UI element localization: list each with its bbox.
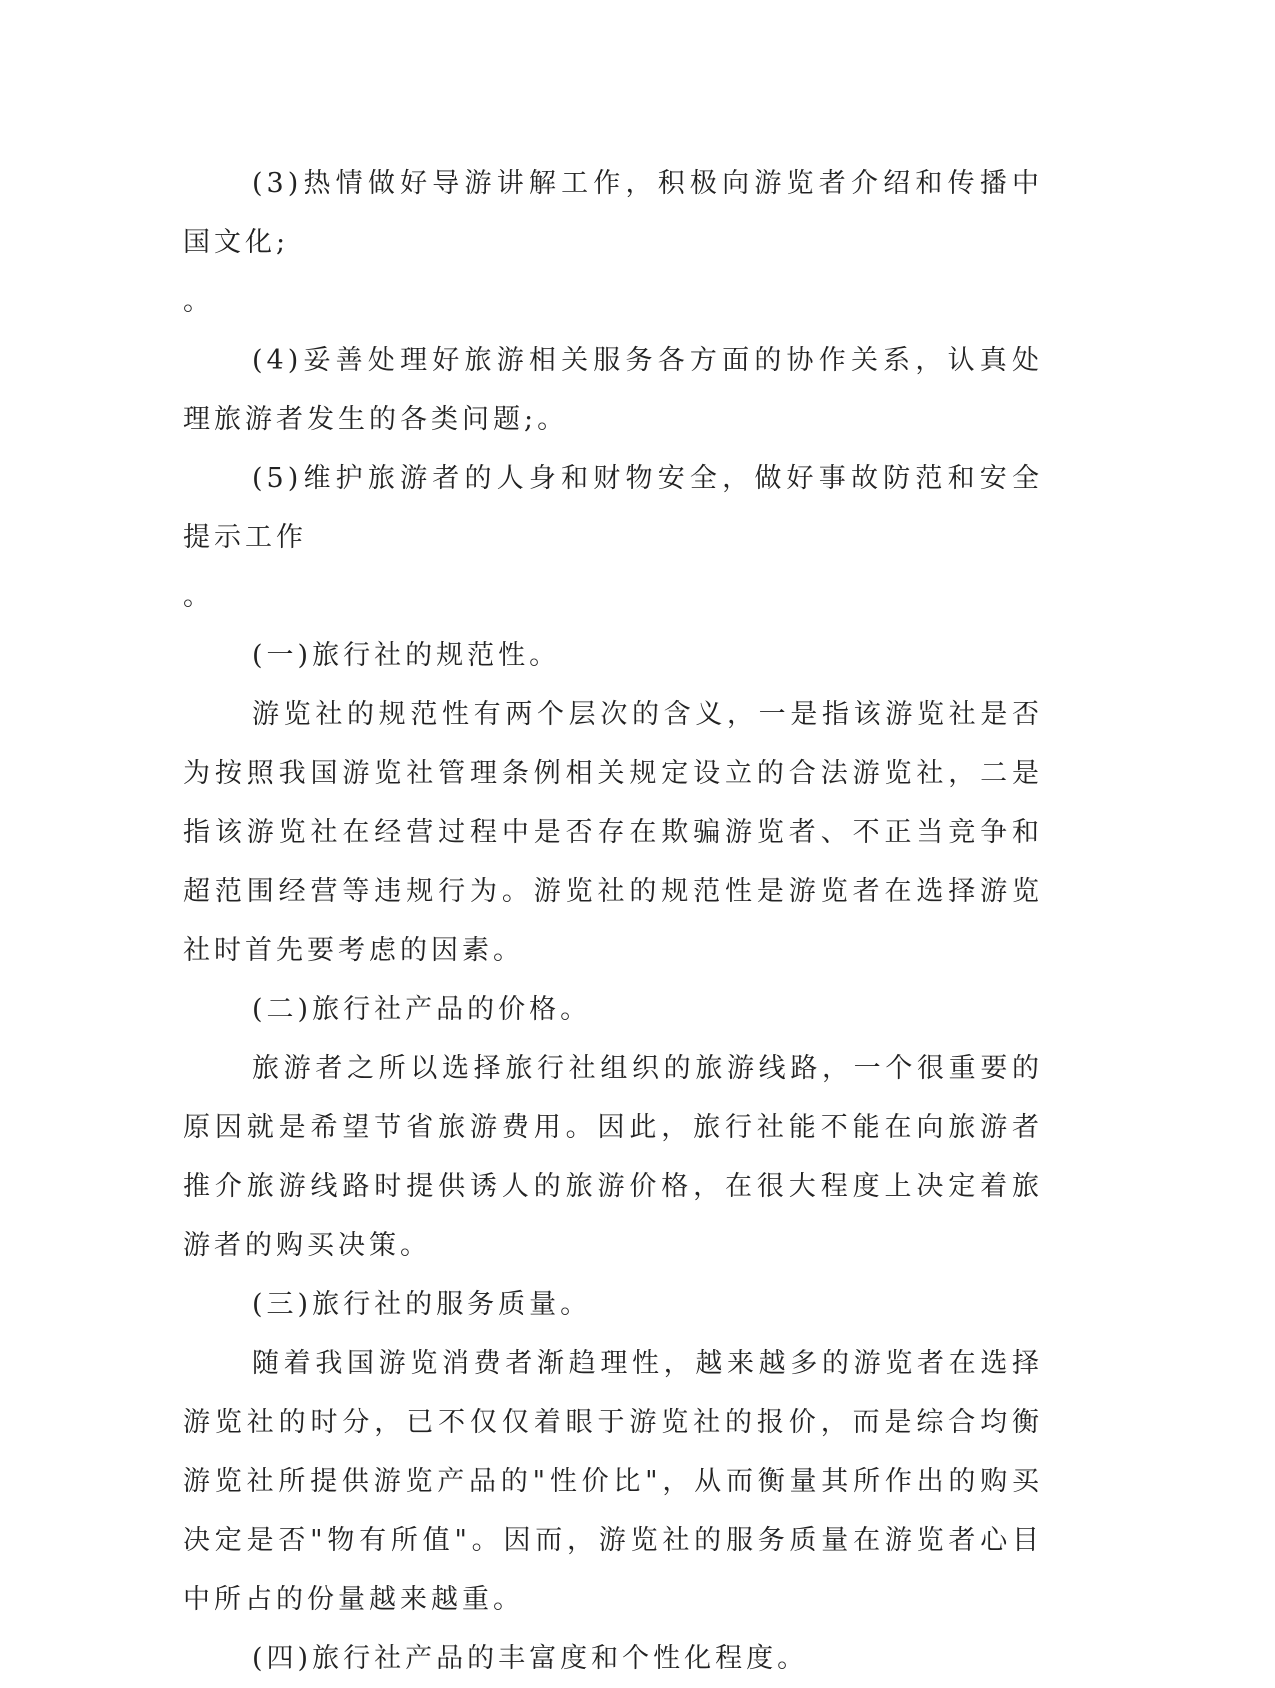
section-heading-1: (一)旅行社的规范性。 bbox=[252, 640, 561, 671]
section-heading-2: (二)旅行社产品的价格。 bbox=[252, 994, 592, 1025]
paragraph-period: 。 bbox=[183, 286, 214, 317]
paragraph-period: 。 bbox=[183, 581, 214, 612]
paragraph-item-5: (5)维护旅游者的人身和财物安全，做好事故防范和安全提示工作 bbox=[183, 463, 1043, 553]
section-heading-3: (三)旅行社的服务质量。 bbox=[252, 1289, 592, 1320]
paragraph-body: 游览社的规范性有两个层次的含义，一是指该游览社是否为按照我国游览社管理条例相关规定设立的合法游览社，二是指该游览社在经营过程中是否存在欺骗游览者、不正当竞争和超范围经营等违规行为。游览社的规范性是游览者在选择游览社时首先要考虑的因素。 bbox=[183, 699, 1043, 966]
paragraph-body: 随着我国游览消费者渐趋理性，越来越多的游览者在选择游览社的时分，已不仅仅着眼于游览社的报价，而是综合均衡游览社所提供游览产品的"性价比"，从而衡量其所作出的购买决定是否"物有所值"。因而，游览社的服务质量在游览者心目中所占的份量越来越重。 bbox=[183, 1348, 1043, 1615]
document-body bbox=[183, 154, 1043, 1688]
paragraph-item-4: (4)妥善处理好旅游相关服务各方面的协作关系，认真处理旅游者发生的各类问题;。 bbox=[183, 345, 1043, 435]
paragraph-item-3: (3)热情做好导游讲解工作，积极向游览者介绍和传播中国文化; bbox=[183, 168, 1043, 258]
paragraph-body: 旅游者之所以选择旅行社组织的旅游线路，一个很重要的原因就是希望节省旅游费用。因此，旅行社能不能在向旅游者推介旅游线路时提供诱人的旅游价格，在很大程度上决定着旅游者的购买决策。 bbox=[183, 1053, 1043, 1261]
section-heading-4: (四)旅行社产品的丰富度和个性化程度。 bbox=[252, 1643, 809, 1674]
